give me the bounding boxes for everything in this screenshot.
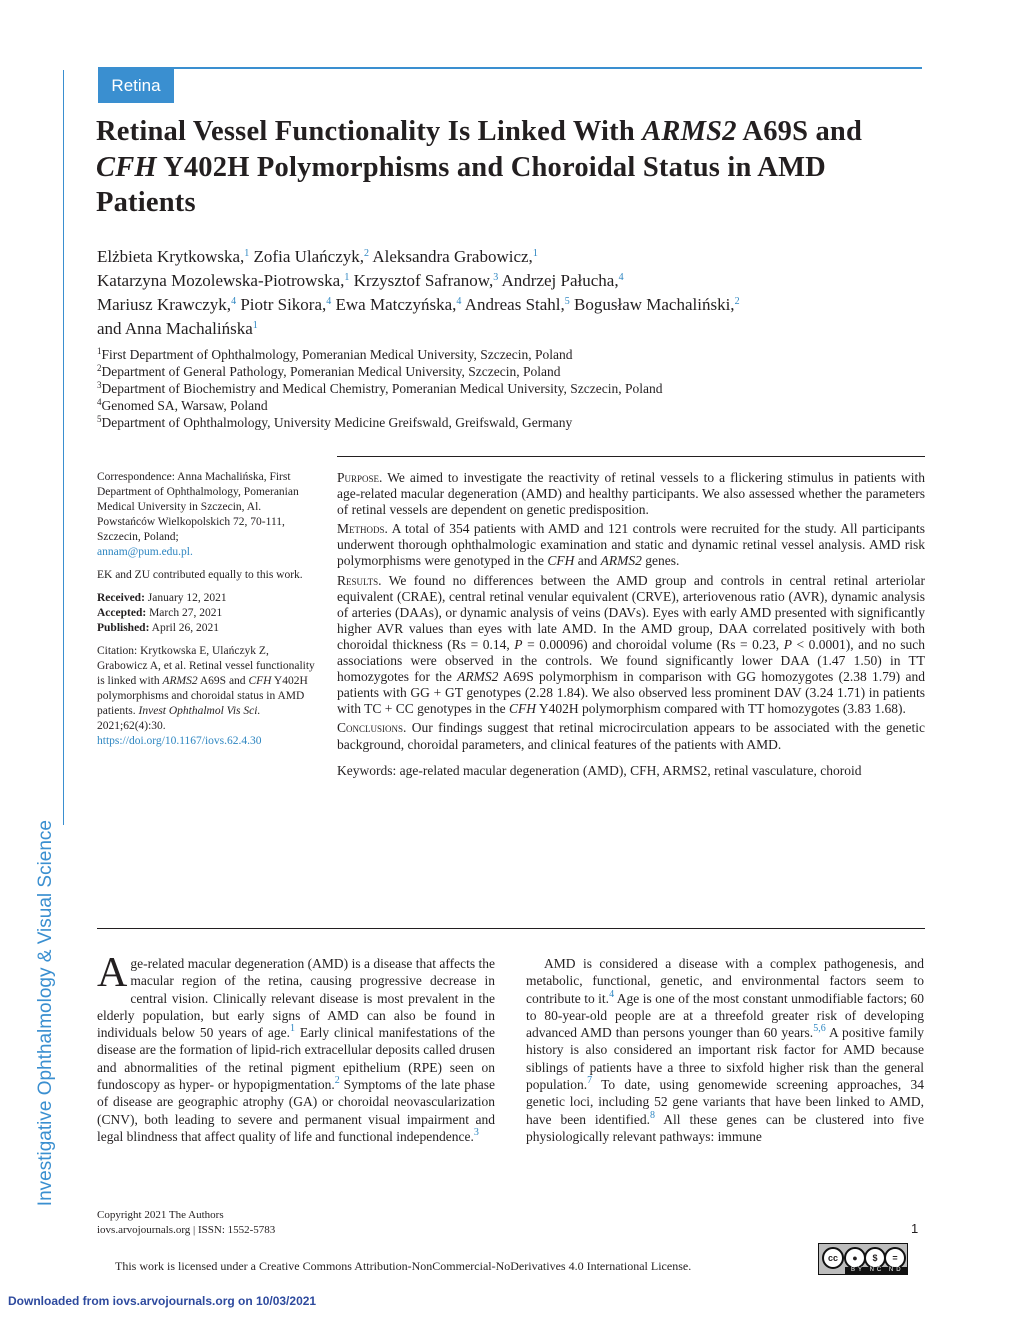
author[interactable]: Krzysztof Safranow,$^3$ <box>353 271 499 290</box>
article-info-sidebar <box>97 470 319 749</box>
author[interactable]: Andrzej Pałucha,$^4$ <box>501 271 624 290</box>
author[interactable]: Bogusław Machaliński,$^2$ <box>574 295 740 314</box>
author[interactable]: and Anna Machalińska$^1$ <box>97 319 258 338</box>
attribution-icon: ● <box>844 1247 866 1269</box>
author[interactable]: Piotr Sikora,$^4$ <box>240 295 332 314</box>
affiliation: $^5$Department of Ophthalmology, University Medicine Greifswald, Greifswald, Germany <box>97 414 573 430</box>
license-text: This work is licensed under a Creative Commons Attribution-NonCommercial-NoDerivatives 4.0 International License. <box>115 1259 692 1273</box>
received-date: Received: January 12, 2021 <box>97 592 227 604</box>
body-rule <box>97 928 925 929</box>
abstract-rule <box>337 456 925 457</box>
author[interactable]: Mariusz Krawczyk,$^4$ <box>97 295 237 314</box>
ref-link[interactable]: 5,6 <box>813 1023 826 1035</box>
author[interactable]: Elżbieta Krytkowska,$^1$ <box>97 247 250 266</box>
affiliation: $^1$First Department of Ophthalmology, Pomeranian Medical University, Szczecin, Poland <box>97 346 573 362</box>
citation: Citation: Krytkowska E, Ulańczyk Z, Grabowicz A, et al. Retinal vessel functionality is linked with ARMS2 A69S and CFH Y402H polymorphisms and choroidal status in AMD patients. Invest Ophthalmol Vis Sci. 2021;62(4):30. https://doi.org/10.1167/iovs.62.4.30 <box>97 645 315 747</box>
email-link[interactable]: annam@pum.edu.pl. <box>97 546 193 558</box>
ref-link[interactable]: 4 <box>609 988 615 1000</box>
copyright: Copyright 2021 The Authors <box>97 1209 224 1221</box>
noderivatives-icon: = <box>884 1247 906 1269</box>
body-column-left: Age-related macular degeneration (AMD) is a disease that affects the macular region of the retina, causing progressive decrease in central vision. Clinically relevant disease is most prevalent in the elderly population, but early signs of AMD can also be found in individuals below 50 years of age.$^1$ Early clinical manifestations of the disease are the formation of lipid-rich extracellular deposits called drusen and abnormalities of the retinal pigment epithelium (RPE) seen on fundoscopy as hyper- or hypopigmentation.$^2$ Symptoms of the late phase of disease are geographic atrophy (GA) or choroidal neovascularization (CNV), both leading to severe and permanent visual impairment and legal blindness that affect quality of life and functional independence.$^3$ <box>97 950 496 1144</box>
ref-link[interactable]: 7 <box>587 1075 593 1087</box>
abstract-conclusions: Conclusions. Our findings suggest that retinal microcirculation appears to be associated with the genetic background, choroidal parameters, and clinical features of the patients with AMD. <box>337 720 925 752</box>
author[interactable]: Aleksandra Grabowicz,$^1$ <box>372 247 538 266</box>
header-rule <box>98 67 922 69</box>
section-badge[interactable]: Retina <box>98 69 174 103</box>
doi-link[interactable]: https://doi.org/10.1167/iovs.62.4.30 <box>97 735 262 747</box>
abstract <box>337 470 925 782</box>
drop-cap: A <box>97 950 128 996</box>
title-part: Retinal Vessel Functionality Is Linked With <box>96 116 643 147</box>
affiliation: $^2$Department of General Pathology, Pomeranian Medical University, Szczecin, Poland <box>97 363 561 379</box>
ref-link[interactable]: 2 <box>334 1075 340 1087</box>
accepted-date: Accepted: March 27, 2021 <box>97 607 223 619</box>
ref-link[interactable]: 1 <box>289 1023 295 1035</box>
title-gene-arms2: ARMS2 <box>642 116 737 147</box>
title-part: A69S and <box>736 116 863 147</box>
affiliation: $^3$Department of Biochemistry and Medical Chemistry, Pomeranian Medical University, Szczecin, Poland <box>97 380 663 396</box>
published-date: Published: April 26, 2021 <box>97 622 220 634</box>
body-column-right: AMD is considered a disease with a complex pathogenesis, and metabolic, functional, genetic, and environmental factors seem to contribute to it.$^4$ Age is one of the most constant unmodifiable factors; 60 to 80-year-old people are at a threefold greater risk of developing advanced AMD than persons younger than 60 years.$^{5,6}$ A positive family history is also considered an important risk factor for AMD because siblings of patients have a three to sixfold higher risk than the general population.$^7$ To date, using genomewide screening approaches, 34 genetic loci, including 52 gene variants that have been linked to AMD, have been identified.$^8$ All these genes can be clustered into five physiologically relevant pathways: immune <box>526 956 924 1144</box>
cc-license-icon[interactable] <box>818 1243 908 1275</box>
journal-name-vertical: Investigative Ophthalmology & Visual Science <box>35 820 56 1207</box>
noncommercial-icon: $ <box>864 1247 886 1269</box>
author[interactable]: Andreas Stahl,$^5$ <box>464 295 570 314</box>
author-list <box>97 245 927 341</box>
journal-issn: iovs.arvojournals.org | ISSN: 1552-5783 <box>97 1224 276 1236</box>
abstract-purpose: Purpose. We aimed to investigate the reactivity of retinal vessels to a flickering stimulus in patients with age-related macular degeneration (AMD) and healthy participants. We also assessed whether the parameters of retinal vessels are dependent on genetic predisposition. <box>337 470 925 518</box>
correspondence: Correspondence: Anna Machalińska, First Department of Ophthalmology, Pomeranian Medical University in Szczecin, Al. Powstańców Wielkopolskich 72, 70-111, Szczecin, Poland; annam@pum.edu.pl. <box>97 471 299 558</box>
cc-logo-icon: cc <box>822 1247 844 1269</box>
abstract-results: Results. We found no differences between the AMD group and controls in central retinal arteriolar equivalent (CRAE), central retinal venular equivalent (CRVE), arteriovenous ratio (AVR), dynamic analysis of arteries (DAAs), or dynamic analysis of veins (DAVs). Eyes with early AMD presented with significantly higher AVR values than eyes with late AMD. In the AMD group, DAA correlated positively with both choroidal thickness (Rs = 0.14, P = 0.00096) and choroidal volume (Rs = 0.23, P < 0.0001), and no such associations were observed in the controls. We found significantly lower DAA (1.47 1.50) in TT homozygotes for the ARMS2 A69S polymorphism in comparison with GG homozygotes (2.38 1.79) and patients with GG + GT genotypes (2.28 1.84). We also observed less prominent DAV (3.24 1.71) in patients with TC + CC genotypes in the CFH Y402H polymorphism compared with TT homozygotes (3.83 1.68). <box>337 572 925 717</box>
affiliation: $^4$Genomed SA, Warsaw, Poland <box>97 397 268 413</box>
author[interactable]: Zofia Ulańczyk,$^2$ <box>253 247 369 266</box>
footer <box>97 1208 275 1238</box>
abstract-methods: Methods. A total of 354 patients with AMD and 121 controls were recruited for the study. All participants underwent thorough ophthalmologic examination and static and dynamic retinal vessel analysis. AMD risk polymorphisms were genotyped in the CFH and ARMS2 genes. <box>337 521 925 569</box>
title-part: Y402H Polymorphisms and Choroidal Status in AMD Patients <box>96 151 826 218</box>
equal-contribution: EK and ZU contributed equally to this work. <box>97 569 303 581</box>
affiliation-list <box>97 346 927 431</box>
page-number: 1 <box>911 1221 919 1236</box>
author[interactable]: Ewa Matczyńska,$^4$ <box>335 295 462 314</box>
title-gene-cfh: CFH <box>96 151 157 183</box>
keywords: Keywords: age-related macular degeneration (AMD), CFH, ARMS2, retinal vasculature, choroid <box>337 762 862 778</box>
author[interactable]: Katarzyna Mozolewska-Piotrowska,$^1$ <box>97 271 350 290</box>
download-notice[interactable]: Downloaded from iovs.arvojournals.org on 10/03/2021 <box>8 1294 317 1308</box>
ref-link[interactable]: 8 <box>650 1109 656 1121</box>
ref-link[interactable]: 3 <box>473 1126 479 1138</box>
margin-rule <box>63 70 64 825</box>
article-title <box>96 114 926 221</box>
cc-terms: BY NC ND <box>845 1267 907 1274</box>
